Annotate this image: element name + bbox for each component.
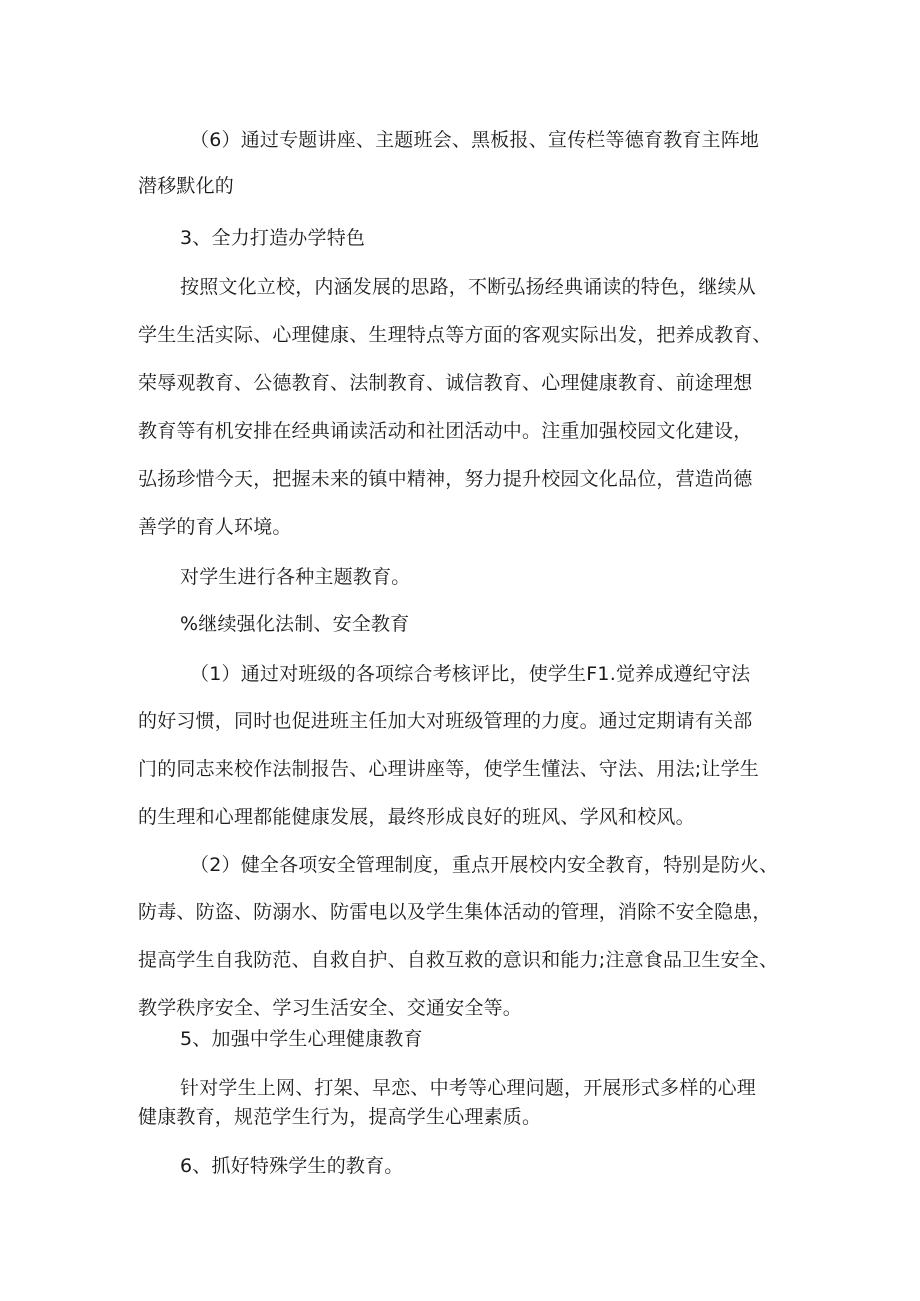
text-line: 教育等有机安排在经典诵读活动和社团活动中。注重加强校园文化建设， [138, 420, 753, 442]
text-line: 教学秩序安全、学习生活安全、交通安全等。 [138, 997, 523, 1019]
text-line: 潜移默化的 [138, 175, 235, 197]
text-line: 提高学生自我防范、自救自护、自救互救的意识和能力;注意食品卫生安全、 [138, 949, 779, 971]
text-line: （1）通过对班级的各项综合考核评比，使学生F1.觉养成遵纪守法 [190, 663, 751, 685]
text-line: 按照文化立校，内涵发展的思路，不断弘扬经典诵读的特色，继续从 [180, 276, 757, 298]
text-line: 弘扬珍惜今天，把握未来的镇中精神，努力提升校园文化品位，营造尚德 [138, 468, 753, 490]
section-heading: 3、全力打造办学特色 [180, 227, 366, 249]
section-heading: 5、加强中学生心理健康教育 [180, 1028, 423, 1050]
text-line: 门的同志来校作法制报告、心理讲座等，使学生懂法、守法、用法;让学生 [138, 758, 760, 780]
text-line: 学生生活实际、心理健康、生理特点等方面的客观实际出发，把养成教育、 [138, 324, 772, 346]
text-line: 对学生进行各种主题教育。 [180, 566, 411, 588]
text-line: 的好习惯，同时也促进班主任加大对班级管理的力度。通过定期请有关部 [138, 710, 753, 732]
text-line: （2）健全各项安全管理制度，重点开展校内安全教育，特别是防火、 [190, 854, 779, 876]
section-heading: %继续强化法制、安全教育 [180, 613, 410, 635]
text-line: 荣辱观教育、公德教育、法制教育、诚信教育、心理健康教育、前途理想 [138, 372, 753, 394]
text-line: 健康教育，规范学生行为，提高学生心理素质。 [138, 1106, 542, 1128]
section-heading: 6、抓好特殊学生的教育。 [180, 1155, 404, 1177]
text-line: 防毒、防盗、防溺水、防雷电以及学生集体活动的管理，消除不安全隐患， [138, 901, 772, 923]
text-line: 针对学生上网、打架、早恋、中考等心理问题，开展形式多样的心理 [180, 1077, 757, 1099]
text-line: （6）通过专题讲座、主题班会、黑板报、宣传栏等德育教育主阵地 [190, 129, 760, 151]
text-line: 的生理和心理都能健康发展，最终形成良好的班风、学风和校风。 [138, 806, 695, 828]
text-line: 善学的育人环境。 [138, 516, 292, 538]
